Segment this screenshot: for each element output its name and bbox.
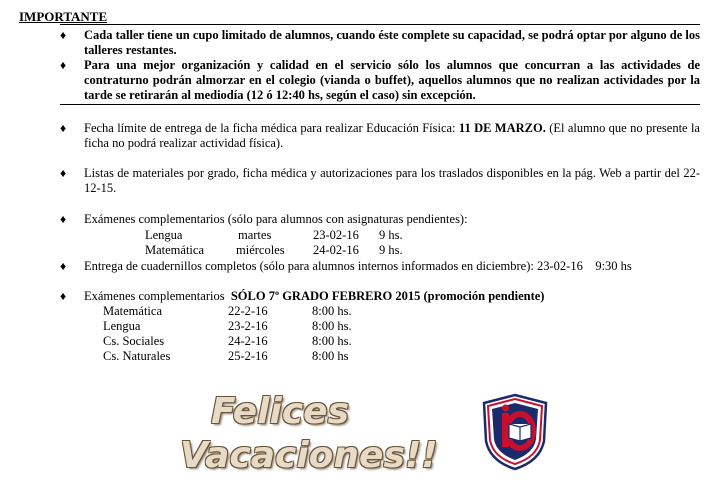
- exam-date: 23-02-16: [313, 228, 359, 242]
- exam-time: 9 hs.: [379, 228, 403, 242]
- exam-day: miércoles: [236, 243, 285, 257]
- notice-workshop-quota: Cada taller tiene un cupo limitado de alumnos, cuando éste complete su capacidad, se podrá optar por alguno de los talleres restantes.: [84, 28, 700, 57]
- notice-lunch-policy: Para una mejor organización y calidad en el servicio sólo los alumnos que concurran a las actividades de contraturno podrán almorzar en el colegio (vianda o buffet), aquellos alumnos que no realizan actividades por la tarde se retirarán al mediodía (12 ó 12:40 hs, según el caso) sin excepción.: [84, 58, 700, 102]
- top-rule: [60, 24, 700, 25]
- exam7-date: 24-2-16: [228, 334, 268, 348]
- medical-form-deadline: 11 DE MARZO.: [458, 121, 546, 135]
- greeting-line-2: Vacaciones!!: [180, 435, 438, 476]
- header-title: IMPORTANTE: [19, 9, 108, 24]
- bullet-icon: ♦: [60, 166, 67, 180]
- exams-7-label: Exámenes complementarios: [84, 289, 231, 303]
- notice-booklets: Entrega de cuadernillos completos (sólo para alumnos internos informados en diciembre): 23-02-16 9:30 hs: [84, 259, 632, 273]
- notice-7th-grade-exams: [84, 289, 700, 304]
- bullet-icon: ♦: [60, 28, 67, 42]
- exam7-date: 23-2-16: [228, 319, 268, 333]
- notice-medical-form: [84, 121, 700, 151]
- bottom-rule: [60, 104, 700, 105]
- bullet-icon: ♦: [60, 121, 67, 135]
- exam7-time: 8:00 hs: [312, 349, 349, 363]
- exam-subject: Matemática: [145, 243, 204, 257]
- exam7-subject: Cs. Naturales: [103, 349, 171, 363]
- exam-subject: Lengua: [145, 228, 183, 242]
- exam7-time: 8:00 hs.: [312, 319, 352, 333]
- notice-materials-list: Listas de materiales por grado, ficha médica y autorizaciones para los traslados disponibles en la pág. Web a partir del 22-12-15.: [84, 166, 700, 195]
- exam7-time: 8:00 hs.: [312, 304, 352, 318]
- exam7-subject: Matemática: [103, 304, 162, 318]
- bullet-icon: ♦: [60, 212, 67, 226]
- bullet-icon: ♦: [60, 289, 67, 303]
- exam7-date: 22-2-16: [228, 304, 268, 318]
- exam7-date: 25-2-16: [228, 349, 268, 363]
- medical-form-note: (El alumno que no presente la ficha no podrá realizar actividad física).: [84, 121, 700, 150]
- exam7-time: 8:00 hs.: [312, 334, 352, 348]
- school-crest-logo: [482, 393, 548, 471]
- exam7-subject: Lengua: [103, 319, 141, 333]
- exam-day: martes: [238, 228, 272, 242]
- notice-complementary-exams: Exámenes complementarios (sólo para alumnos con asignaturas pendientes):: [84, 212, 468, 226]
- greeting-text: [180, 390, 438, 478]
- medical-form-text: Fecha límite de entrega de la ficha médica para realizar Educación Física:: [84, 121, 459, 135]
- exam-date: 24-02-16: [313, 243, 359, 257]
- exam-time: 9 hs.: [379, 243, 403, 257]
- greeting-line-1: Felices: [210, 391, 350, 432]
- exams-7-heading: SÓLO 7º GRADO FEBRERO 2015 (promoción pendiente): [230, 289, 545, 303]
- exam7-subject: Cs. Sociales: [103, 334, 165, 348]
- bullet-icon: ♦: [60, 58, 67, 72]
- bullet-icon: ♦: [60, 259, 67, 273]
